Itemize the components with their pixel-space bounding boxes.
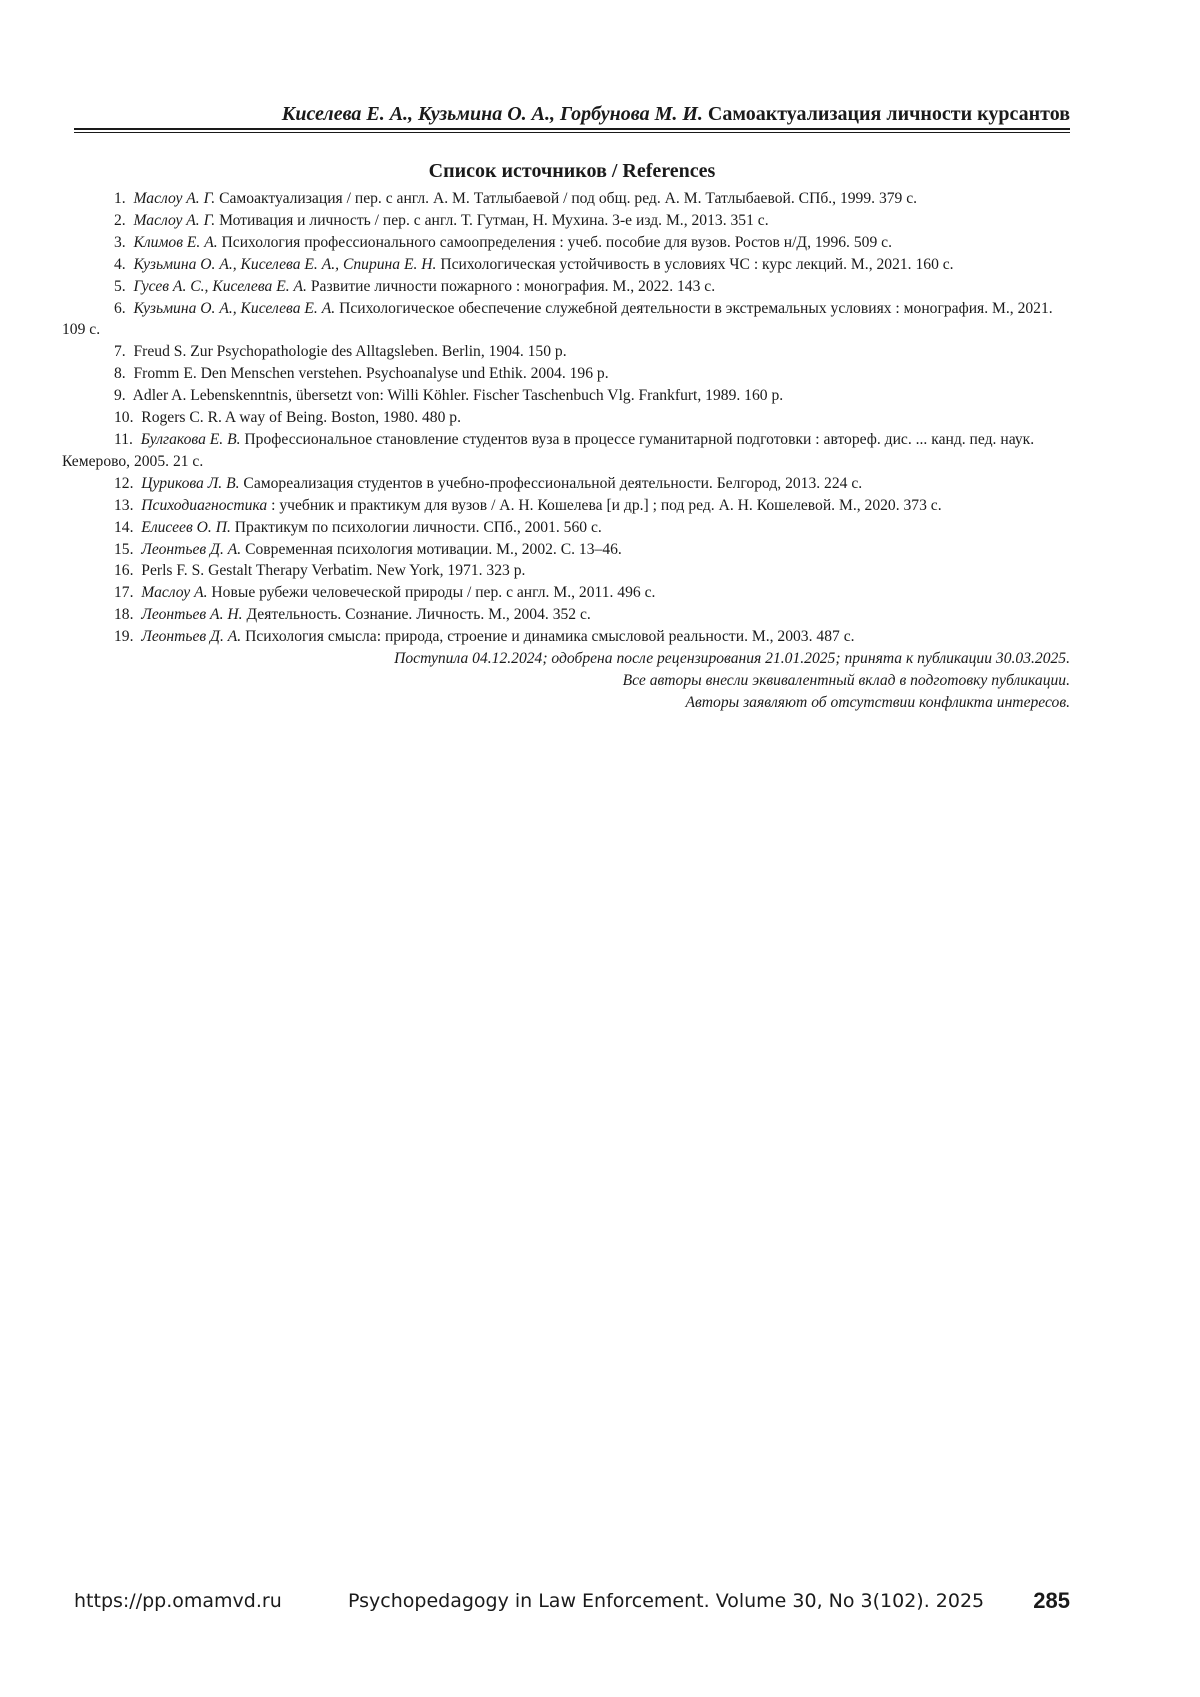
- references-list: [62, 188, 1070, 648]
- footer-journal: Psychopedagogy in Law Enforcement. Volume 30, No 3(102). 2025: [348, 1590, 985, 1612]
- reference-number: 14.: [114, 518, 134, 536]
- reference-item: [62, 517, 1070, 539]
- reference-text: Adler A. Lebenskenntnis, übersetzt von: Willi Köhler. Fischer Taschenbuch Vlg. Frankfurt, 1989. 160 p.: [132, 387, 784, 405]
- reference-author: Психодиагностика: [141, 496, 268, 514]
- reference-number: 4.: [114, 255, 126, 273]
- reference-item: [62, 341, 1070, 363]
- reference-author: Кузьмина О. А., Киселева Е. А.: [133, 299, 336, 317]
- page-number: 285: [1033, 1588, 1070, 1613]
- reference-number: 18.: [114, 606, 134, 624]
- reference-author: Леонтьев Д. А.: [141, 540, 242, 558]
- reference-text: Самоактуализация / пер. с англ. А. М. Татлыбаевой / под общ. ред. А. М. Татлыбаевой. СПб., 1999. 379 с.: [219, 190, 918, 207]
- reference-text: Деятельность. Сознание. Личность. М., 2004. 352 с.: [246, 606, 591, 624]
- reference-text: Fromm E. Den Menschen verstehen. Psychoanalyse und Ethik. 2004. 196 p.: [133, 365, 609, 383]
- note-received: Поступила 04.12.2024; одобрена после рецензирования 21.01.2025; принята к публикации 30.03.2025.: [394, 650, 1070, 667]
- reference-text: Rogers C. R. A way of Being. Boston, 1980. 480 p.: [141, 409, 461, 427]
- reference-text: Perls F. S. Gestalt Therapy Verbatim. New York, 1971. 323 p.: [141, 562, 526, 580]
- note-contribution: Все авторы внесли эквивалентный вклад в подготовку публикации.: [622, 672, 1070, 689]
- reference-item: [62, 539, 1070, 561]
- reference-item: [62, 276, 1070, 298]
- reference-author: Леонтьев А. Н.: [141, 606, 243, 624]
- reference-author: Маслоу А.: [141, 584, 208, 602]
- reference-item: [62, 582, 1070, 604]
- reference-text: Психологическая устойчивость в условиях ЧС : курс лекций. М., 2021. 160 с.: [440, 255, 954, 273]
- reference-author: Леонтьев Д. А.: [141, 628, 242, 646]
- reference-author: Кузьмина О. А., Киселева Е. А., Спирина Е. Н.: [133, 255, 437, 273]
- reference-number: 2.: [114, 211, 126, 229]
- reference-author: Гусев А. С., Киселева Е. А.: [133, 277, 307, 295]
- reference-text: Современная психология мотивации. М., 2002. С. 13–46.: [245, 540, 622, 558]
- reference-text: Психология смысла: природа, строение и динамика смысловой реальности. М., 2003. 487 с.: [245, 628, 855, 646]
- reference-author: Цурикова Л. В.: [141, 474, 240, 492]
- reference-item: [62, 495, 1070, 517]
- reference-item: [62, 210, 1070, 232]
- reference-number: 11.: [114, 430, 133, 448]
- reference-number: 17.: [114, 584, 134, 602]
- reference-item: [62, 254, 1070, 276]
- running-header: [74, 100, 1070, 128]
- reference-text: Психологическое обеспечение служебной деятельности в экстремальных условиях : монография. М., 2021. 109 с.: [62, 299, 1053, 339]
- reference-item: [62, 626, 1070, 648]
- reference-number: 5.: [114, 277, 126, 295]
- reference-author: Маслоу А. Г.: [133, 211, 216, 229]
- article-notes: [74, 648, 1070, 714]
- reference-number: 10.: [114, 409, 134, 427]
- reference-text: Практикум по психологии личности. СПб., 2001. 560 с.: [234, 518, 602, 536]
- reference-item: [62, 188, 1070, 210]
- reference-author: Климов Е. А.: [133, 233, 218, 251]
- reference-number: 12.: [114, 474, 134, 492]
- reference-text: Развитие личности пожарного : монография. М., 2022. 143 с.: [310, 277, 716, 295]
- page-footer: [74, 1590, 1070, 1622]
- reference-author: Булгакова Е. В.: [140, 430, 241, 448]
- note-conflict: Авторы заявляют об отсутствии конфликта интересов.: [685, 694, 1070, 711]
- reference-item: [62, 560, 1070, 582]
- reference-number: 3.: [114, 233, 126, 251]
- reference-item: [62, 385, 1070, 407]
- reference-text: Мотивация и личность / пер. с англ. Т. Гутман, Н. Мухина. 3-е изд. М., 2013. 351 с.: [219, 211, 769, 229]
- reference-number: 15.: [114, 540, 134, 558]
- header-authors: Киселева Е. А., Кузьмина О. А., Горбунова М. И.: [281, 103, 703, 125]
- reference-item: [62, 407, 1070, 429]
- header-rule-thick: [74, 128, 1070, 130]
- reference-item: [62, 298, 1070, 342]
- reference-number: 1.: [114, 190, 126, 207]
- reference-author: Елисеев О. П.: [141, 518, 231, 536]
- reference-number: 6.: [114, 299, 126, 317]
- references-title: Список источников / References: [428, 160, 716, 182]
- reference-author: Маслоу А. Г.: [133, 190, 216, 207]
- reference-text: Профессиональное становление студентов вуза в процессе гуманитарной подготовки : автореф. дис. ... канд. пед. наук. Кемерово, 2005. 21 с.: [62, 430, 1035, 470]
- reference-text: Самореализация студентов в учебно-профессиональной деятельности. Белгород, 2013. 224 с.: [243, 474, 863, 492]
- reference-text: : учебник и практикум для вузов / А. Н. Кошелева [и др.] ; под ред. А. Н. Кошелевой. М., 2020. 373 с.: [271, 496, 942, 514]
- reference-number: 13.: [114, 496, 134, 514]
- reference-text: Новые рубежи человеческой природы / пер. с англ. М., 2011. 496 с.: [211, 584, 656, 602]
- reference-number: 7.: [114, 343, 126, 361]
- reference-number: 19.: [114, 628, 134, 646]
- reference-item: [62, 473, 1070, 495]
- reference-item: [62, 604, 1070, 626]
- reference-text: Психология профессионального самоопределения : учеб. пособие для вузов. Ростов н/Д, 1996. 509 с.: [221, 233, 892, 251]
- reference-number: 16.: [114, 562, 134, 580]
- header-title: Самоактуализация личности курсантов: [707, 103, 1070, 125]
- reference-item: [62, 363, 1070, 385]
- reference-text: Freud S. Zur Psychopathologie des Alltagsleben. Berlin, 1904. 150 p.: [133, 343, 567, 361]
- reference-number: 9.: [114, 387, 126, 405]
- header-rule-thin: [74, 132, 1070, 133]
- reference-item: [62, 429, 1070, 473]
- reference-number: 8.: [114, 365, 126, 383]
- reference-item: [62, 232, 1070, 254]
- footer-url[interactable]: https://pp.omamvd.ru: [74, 1590, 282, 1612]
